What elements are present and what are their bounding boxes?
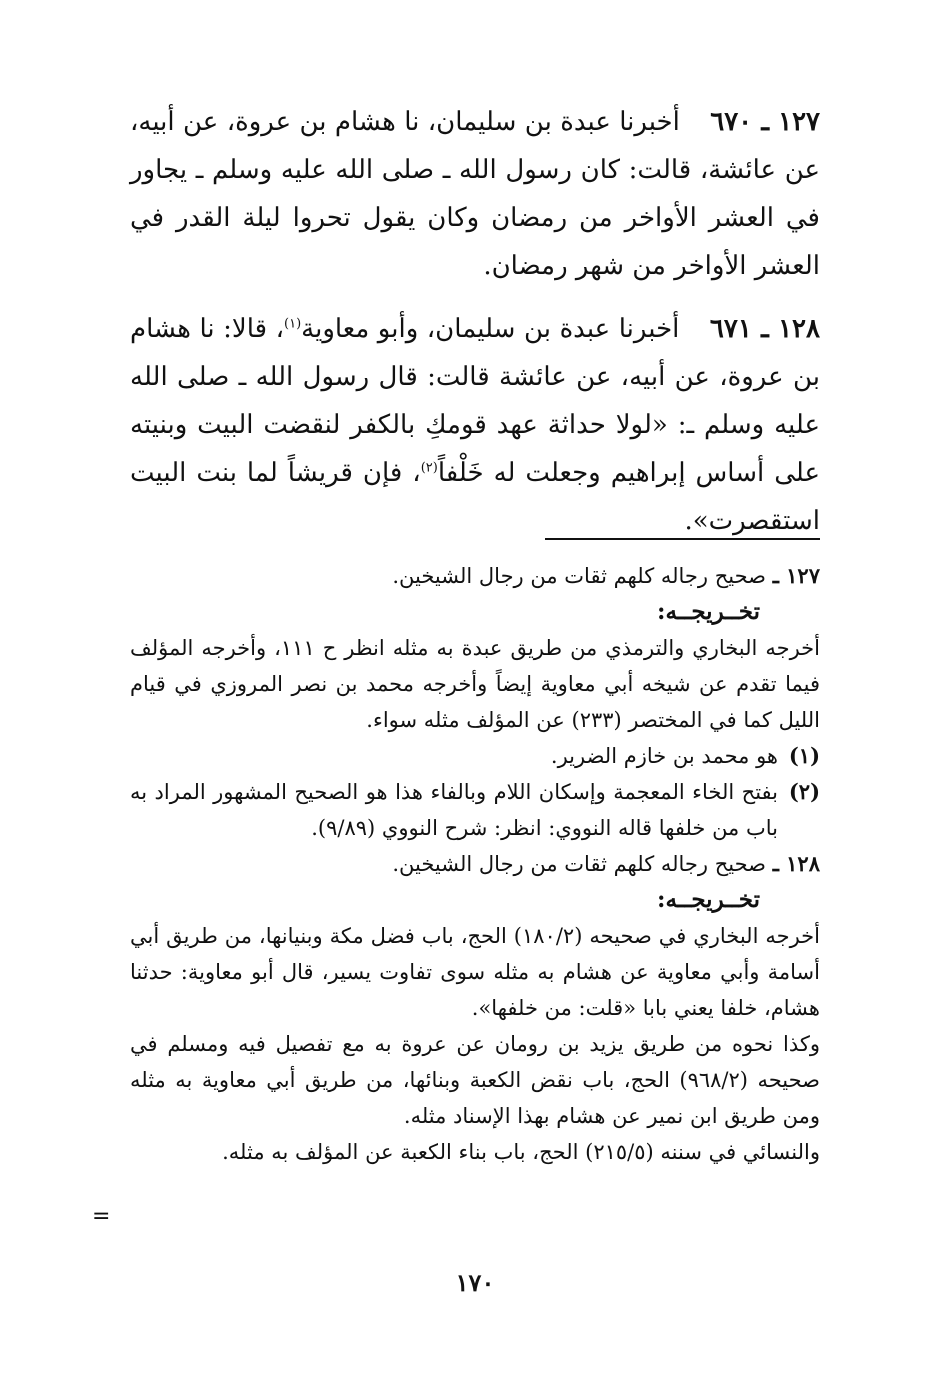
footnote-ref-1: (١) [284,316,302,332]
footnote-separator [545,538,820,540]
main-text [130,98,820,560]
footnote-1 [130,738,820,774]
note-number: ١٢٧ ـ [772,563,820,588]
hadith-text-part-c: ، فإن قريشاً لما بنت البيت استقصرت». [130,458,820,536]
continuation-mark: = [92,1204,111,1229]
footnote-text: هو محمد بن خازم الضرير. [550,744,778,768]
note-text: صحيح رجاله كلهم ثقات من رجال الشيخين. [392,564,766,588]
takhrij-paragraph: والنسائي في سننه (٢١٥/٥) الحج، باب بناء الكعبة عن المؤلف به مثله. [222,1140,820,1164]
takhrij-paragraph: أخرجه البخاري في صحيحه (١٨٠/٢) الحج، باب فضل مكة وبنيانها، من طريق أبي أسامة وأبي معاوية عن هشام به مثله سوى تفاوت يسير، قال أبو معاوية: حدثنا هشام، خلفا يعني بابا «قلت: من خلفها». [130,924,820,1020]
note-127-grade [130,558,820,594]
footnotes-section [130,558,820,1170]
page-number: ١٧٠ [455,1268,495,1297]
hadith-671 [130,305,820,545]
note-128-grade [130,846,820,882]
note-text: صحيح رجاله كلهم ثقات من رجال الشيخين. [392,852,766,876]
takhrij-paragraph: وكذا نحوه من طريق يزيد بن رومان عن عروة به مع تفصيل فيه ومسلم في صحيحه (٩٦٨/٢) الحج، باب نقض الكعبة وبنائها، من طريق أبي معاوية به مثله ومن طريق ابن نمير عن هشام بهذا الإسناد مثله. [130,1032,820,1128]
hadith-number: ١٢٧ ـ ٦٧٠ [710,107,821,137]
footnote-text: بفتح الخاء المعجمة وإسكان اللام وبالفاء هذا هو الصحيح المشهور المراد به باب من خلفها قاله النووي: انظر: شرح النووي (٩/٨٩). [130,780,778,840]
footnote-2 [130,774,820,846]
takhrij-heading: تخــريجــه: [657,598,760,625]
footnote-mark: (٢) [788,779,820,804]
hadith-text-part-b: ، قالا: نا هشام بن عروة، عن أبيه، عن عائشة قالت: قال رسول الله ـ صلى الله عليه وسلم ـ: «لولا حداثة عهد قومكِ بالكفر لنقضت البيت وبنيته على أساس إبراهيم وجعلت له خَلْفاً [130,314,820,488]
note-number: ١٢٨ ـ [772,851,820,876]
hadith-text: أخبرنا عبدة بن سليمان، نا هشام بن عروة، عن أبيه، عن عائشة، قالت: كان رسول الله ـ صلى الله عليه وسلم ـ يجاور في العشر الأواخر من رمضان وكان يقول تحروا ليلة القدر في العشر الأواخر من شهر رمضان. [130,107,820,281]
footnote-mark: (١) [788,743,820,768]
takhrij-heading: تخــريجــه: [657,886,760,913]
hadith-670 [130,98,820,290]
takhrij-text: أخرجه البخاري والترمذي من طريق عبدة به مثله انظر ح ١١١، وأخرجه المؤلف فيما تقدم عن شيخه أبي معاوية إيضاً وأخرجه محمد بن نصر المروزي في قيام الليل كما في المختصر (٢٣٣) عن المؤلف مثله سواء. [130,636,820,732]
hadith-number: ١٢٨ ـ ٦٧١ [709,314,820,344]
footnote-ref-2: (٢) [420,460,438,476]
hadith-text-part-a: أخبرنا عبدة بن سليمان، وأبو معاوية [301,314,680,344]
